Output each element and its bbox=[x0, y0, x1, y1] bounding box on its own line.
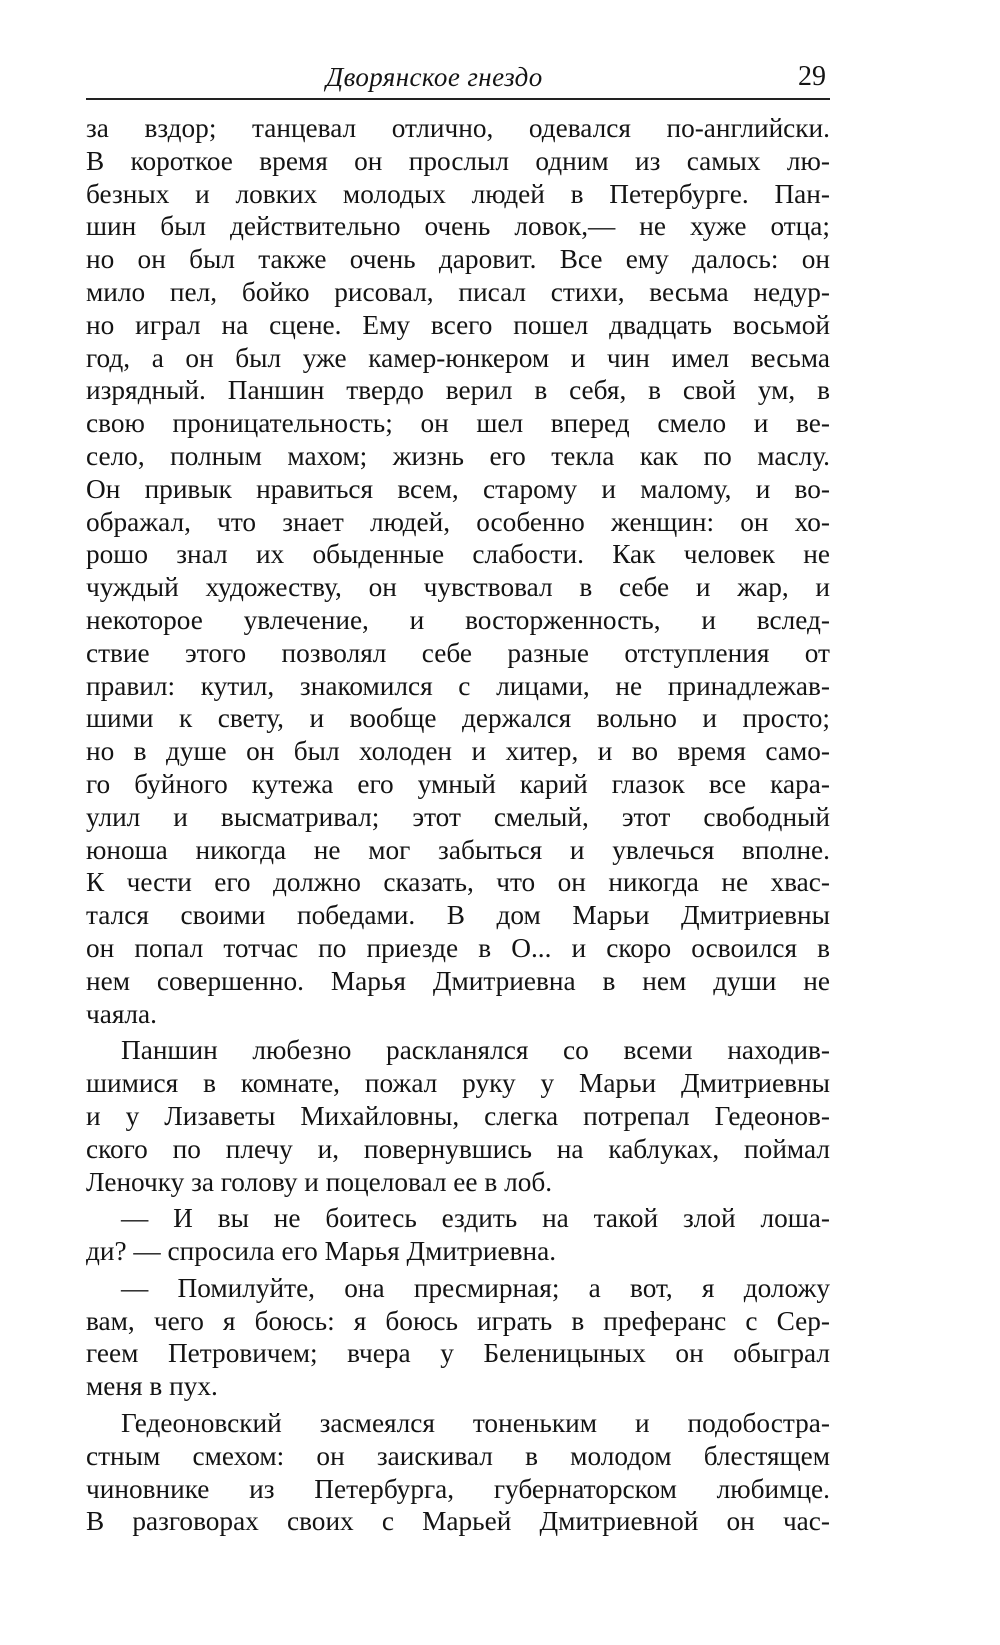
text-line: улил и высматривал; этот смелый, этот свободный bbox=[86, 801, 830, 832]
text-line: геем Петровичем; вчера у Беленицыных он обыграл bbox=[86, 1338, 830, 1369]
text-line: ди? — спросила его Марья Дмитриевна. bbox=[86, 1236, 557, 1267]
text-line: шимися в комнате, пожал руку у Марьи Дмитриевны bbox=[86, 1068, 830, 1099]
text-line: го буйного кутежа его умный карий глазок все кара- bbox=[86, 768, 830, 799]
text-line: В разговорах своих с Марьей Дмитриевной он час- bbox=[86, 1506, 830, 1537]
text-line: село, полным махом; жизнь его текла как по маслу. bbox=[86, 440, 830, 471]
text-line: правил: кутил, знакомился с лицами, не принадлежав- bbox=[86, 670, 830, 701]
text-line: но он был также очень даровит. Все ему далось: он bbox=[86, 244, 830, 275]
paragraph bbox=[86, 1407, 830, 1538]
paragraph bbox=[86, 1202, 830, 1268]
text-line: шими к свету, и вообще держался вольно и просто; bbox=[86, 703, 830, 734]
text-line: и у Лизаветы Михайловны, слегка потрепал Гедеонов- bbox=[86, 1100, 830, 1131]
text-line: чуждый художеству, он чувствовал в себе и жар, и bbox=[86, 572, 830, 603]
text-line: нем совершенно. Марья Дмитриевна в нем души не bbox=[86, 965, 830, 996]
text-line: К чести его должно сказать, что он никогда не хвас- bbox=[86, 867, 830, 898]
text-line: Леночку за голову и поцеловал ее в лоб. bbox=[86, 1166, 553, 1197]
text-line: — И вы не боитесь ездить на такой злой лоша- bbox=[121, 1203, 830, 1234]
text-line: некоторое увлечение, и восторженность, и вслед- bbox=[86, 604, 830, 635]
text-line: изрядный. Паншин твердо верил в себя, в свой ум, в bbox=[86, 375, 830, 406]
text-line: стным смехом: он заискивал в молодом блестящем bbox=[86, 1440, 830, 1471]
text-line: Гедеоновский засмеялся тоненьким и подобостра- bbox=[121, 1408, 830, 1439]
text-line: чиновнике из Петербурга, губернаторском любимце. bbox=[86, 1473, 830, 1504]
text-line: безных и ловких молодых людей в Петербурге. Пан- bbox=[86, 178, 830, 209]
text-line: свою проницательность; он шел вперед смело и ве- bbox=[86, 408, 830, 439]
text-line: Он привык нравиться всем, старому и малому, и во- bbox=[86, 473, 830, 504]
text-line: Паншин любезно раскланялся со всеми находив- bbox=[121, 1035, 830, 1066]
body-text bbox=[86, 112, 830, 1538]
text-line: мило пел, бойко рисовал, писал стихи, весьма недур- bbox=[86, 276, 830, 307]
text-line: но в душе он был холоден и хитер, и во время само- bbox=[86, 736, 830, 767]
text-line: ского по плечу и, повернувшись на каблуках, поймал bbox=[86, 1133, 830, 1164]
paragraph bbox=[86, 1034, 830, 1198]
text-line: вам, чего я боюсь: я боюсь играть в преферанс с Сер- bbox=[86, 1305, 830, 1336]
page-number: 29 bbox=[798, 61, 826, 92]
text-line: за вздор; танцевал отлично, одевался по-английски. bbox=[86, 113, 830, 143]
text-line: год, а он был уже камер-юнкером и чин имел весьма bbox=[86, 342, 830, 373]
text-line: — Помилуйте, она пресмирная; а вот, я доложу bbox=[121, 1272, 830, 1303]
text-line: юноша никогда не мог забыться и увлечься вполне. bbox=[86, 834, 830, 865]
running-title: Дворянское гнездо bbox=[326, 62, 543, 92]
text-line: но играл на сцене. Ему всего пошел двадцать восьмой bbox=[86, 309, 830, 340]
text-line: меня в пух. bbox=[86, 1371, 218, 1402]
text-line: ствие этого позволял себе разные отступления от bbox=[86, 637, 830, 668]
text-line: ображал, что знает людей, особенно женщин: он хо- bbox=[86, 506, 830, 537]
text-line: тался своими победами. В дом Марьи Дмитриевны bbox=[86, 900, 830, 931]
paragraph bbox=[86, 112, 830, 1030]
paragraph bbox=[86, 1272, 830, 1403]
text-line: шин был действительно очень ловок,— не хуже отца; bbox=[86, 211, 830, 242]
text-line: рошо знал их обыденные слабости. Как человек не bbox=[86, 539, 830, 570]
text-line: В короткое время он прослыл одним из самых лю- bbox=[86, 145, 830, 176]
running-head bbox=[86, 58, 830, 100]
text-line: чаяла. bbox=[86, 998, 157, 1029]
book-page bbox=[86, 58, 830, 1538]
text-line: он попал тотчас по приезде в О... и скоро освоился в bbox=[86, 932, 830, 963]
